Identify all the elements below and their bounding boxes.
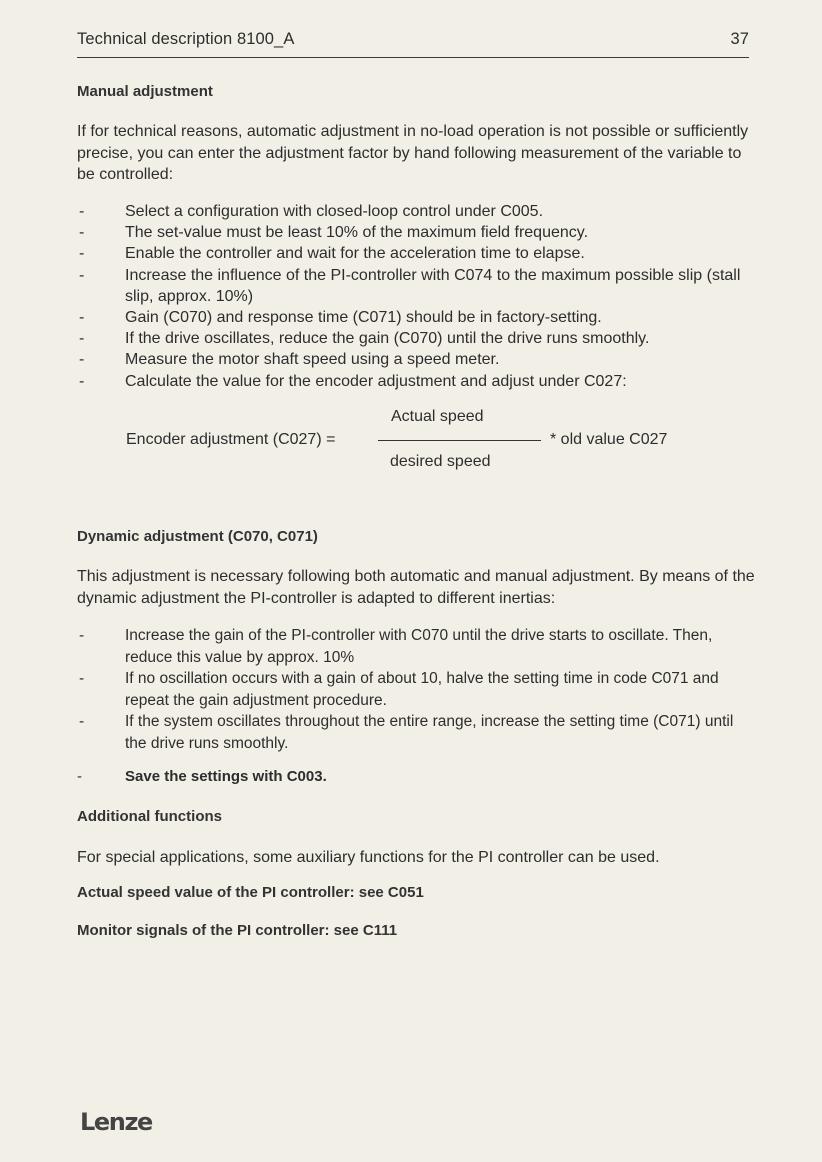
monitor-signals-reference: Monitor signals of the PI controller: see C111 — [77, 922, 398, 939]
list-item: - Enable the controller and wait for the acceleration time to elapse. — [77, 243, 757, 264]
header-rule — [77, 57, 749, 58]
formula-numerator: Actual speed — [391, 408, 484, 425]
page-header — [77, 30, 749, 49]
manual-adjustment-steps — [77, 201, 757, 392]
list-item: - If the system oscillates throughout the entire range, increase the setting time (C071) until the drive runs smoothly. — [77, 711, 757, 754]
lenze-logo: Lenze — [80, 1108, 152, 1136]
list-item: - The set-value must be least 10% of the maximum field frequency. — [77, 222, 757, 243]
formula-rhs: * old value C027 — [550, 431, 668, 448]
dynamic-adjustment-intro: This adjustment is necessary following both automatic and manual adjustment. By means of the dynamic adjustment the PI-controller is adapted to different inertias: — [77, 568, 755, 607]
list-item: - If no oscillation occurs with a gain of about 10, halve the setting time in code C071 and repeat the gain adjustment procedure. — [77, 668, 757, 711]
list-item: - Increase the influence of the PI-controller with C074 to the maximum possible slip (stall slip, approx. 10%) — [77, 265, 757, 307]
save-dash: - — [77, 768, 82, 785]
list-item: - Measure the motor shaft speed using a speed meter. — [77, 349, 757, 370]
page-number: 37 — [730, 30, 749, 48]
list-item: - Select a configuration with closed-loop control under C005. — [77, 201, 757, 222]
list-item: - Gain (C070) and response time (C071) should be in factory-setting. — [77, 307, 757, 328]
dynamic-adjustment-steps — [77, 625, 757, 754]
dynamic-adjustment-heading: Dynamic adjustment (C070, C071) — [77, 528, 318, 545]
save-settings-text: Save the settings with C003. — [125, 768, 327, 785]
list-item: - If the drive oscillates, reduce the gain (C070) until the drive runs smoothly. — [77, 328, 757, 349]
manual-adjustment-heading: Manual adjustment — [77, 83, 213, 100]
formula-lhs: Encoder adjustment (C027) = — [126, 431, 336, 448]
fraction-bar — [378, 440, 541, 441]
additional-functions-heading: Additional functions — [77, 808, 222, 825]
header-title: Technical description 8100_A — [77, 30, 295, 48]
manual-adjustment-intro: If for technical reasons, automatic adjustment in no-load operation is not possible or sufficiently precise, you can enter the adjustment factor by hand following measurement of the variable to be controlled: — [77, 123, 749, 183]
list-item: - Increase the gain of the PI-controller with C070 until the drive starts to oscillate. Then, reduce this value by approx. 10% — [77, 625, 757, 668]
additional-functions-text: For special applications, some auxiliary functions for the PI controller can be used. — [77, 849, 660, 866]
encoder-adjustment-formula — [126, 408, 726, 472]
formula-denominator: desired speed — [390, 453, 491, 470]
list-item: - Calculate the value for the encoder adjustment and adjust under C027: — [77, 371, 757, 392]
actual-speed-reference: Actual speed value of the PI controller: see C051 — [77, 884, 424, 901]
save-settings-note — [77, 768, 327, 785]
